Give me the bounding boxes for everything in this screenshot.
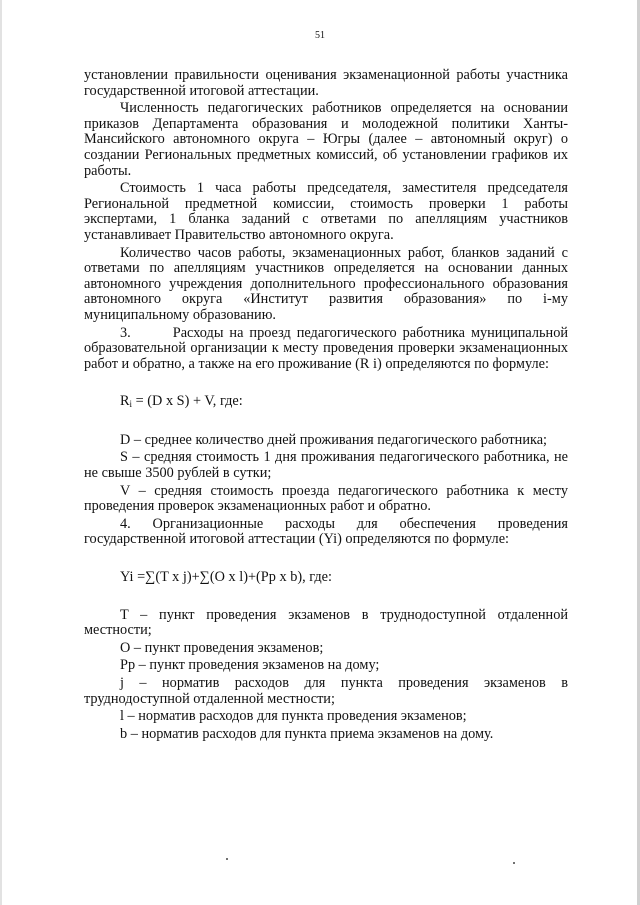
definition-o: O – пункт проведения экзаменов; (120, 639, 324, 656)
paragraph-hours-count: Количество часов работы, экзаменационных работ, бланков заданий с ответами по апелляциям участников определяется на основании данных автономного учреждения дополнительного профессионального образования автономного округа «Институт развития образования» по i-му муниципальному образованию. (84, 244, 568, 323)
definition-s: S – средняя стоимость 1 дня проживания педагогического работника, не не свыше 3500 рублей в сутки; (84, 449, 568, 482)
formula-ri (84, 394, 568, 413)
formula-ri-rhs: = (D x S) + V, где: (135, 393, 243, 410)
definition-pp: Pp – пункт проведения экзаменов на дому; (120, 657, 380, 674)
paragraph-hour-cost: Стоимость 1 часа работы председателя, заместителя председателя Региональной предметной комиссии, стоимость проверки 1 работы экспертами, 1 бланка заданий с ответами по апелляциям участников устанавливает Правительство автономного округа. (84, 180, 568, 243)
definition-b: b – норматив расходов для пункта приема экзаменов на дому. (120, 725, 494, 742)
scan-speck (513, 862, 515, 864)
formula-ri-subscript: i (129, 399, 133, 410)
scan-edge-left (0, 0, 2, 905)
scan-speck (226, 858, 228, 860)
definition-j: j – норматив расходов для пункта проведения экзаменов в труднодоступной отдаленной местности; (84, 675, 568, 707)
formula-ri-lhs: R (120, 393, 130, 410)
paragraph-staff-count: Численность педагогических работников определяется на основании приказов Департамента образования и молодежной политики Ханты-Мансийского автономного округа – Югры (далее – автономный округ) о создании Региональных предметных комиссий, об установлении графиков их работы. (84, 100, 568, 179)
document-body (84, 68, 568, 742)
definition-v: V – средняя стоимость проезда педагогического работника к месту проведения проверок экзаменационных работ и обратно. (84, 482, 568, 515)
page-number: 51 (315, 30, 325, 41)
formula-yi: Yi =∑(T x j)+∑(O x l)+(Pp x b), где: (120, 569, 332, 586)
paragraph-continuation: установлении правильности оценивания экзаменационной работы участника государственной итоговой аттестации. (84, 67, 568, 99)
definition-t: T – пункт проведения экзаменов в труднодоступной отдаленной местности; (84, 606, 568, 639)
paragraph-item-3: 3. Расходы на проезд педагогического работника муниципальной образовательной организации к месту проведения проверки экзаменационных работ и обратно, а также на его проживание (R i) определяются по формуле: (84, 324, 568, 372)
paragraph-item-4: 4. Организационные расходы для обеспечения проведения государственной итоговой аттестации (Yi) определяются по формуле: (84, 515, 568, 548)
definition-l: l – норматив расходов для пункта проведения экзаменов; (120, 708, 467, 725)
definition-d: D – среднее количество дней проживания педагогического работника; (120, 431, 548, 448)
